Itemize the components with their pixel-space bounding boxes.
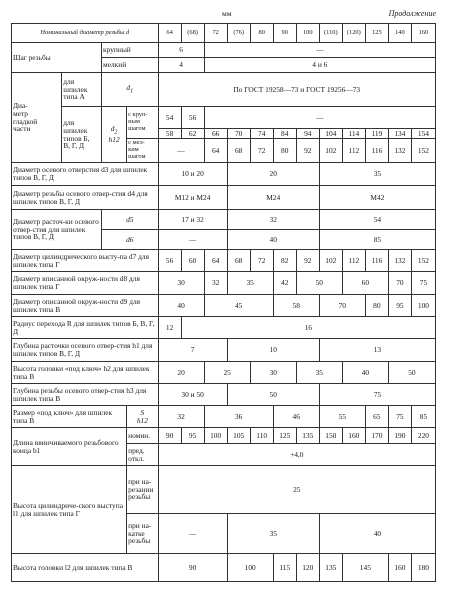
table-row <box>12 73 436 107</box>
cell: 20 <box>158 362 204 384</box>
size-col: 64 <box>158 24 181 43</box>
cell: 180 <box>411 554 435 582</box>
row-label: Глубина резьбы осевого отвер-стия h3 для шпилек типа В <box>12 384 159 406</box>
row-label: Диаметр резьбы осевого отвер-стия d4 для шпилек типов В, Г, Д <box>12 186 159 210</box>
size-col: (76) <box>227 24 250 43</box>
cell: 112 <box>342 250 365 272</box>
row-label: Диаметр расточ-ки осевого отвер-стия для шпилек типов В, Г, Д <box>12 210 102 250</box>
row-label: Длина ввинчиваемого резьбового конца b1 <box>12 428 127 466</box>
table-row <box>12 554 436 582</box>
cell: 102 <box>319 139 342 163</box>
cell: 85 <box>411 406 435 428</box>
table-row <box>12 107 436 129</box>
cell: 62 <box>181 129 204 139</box>
cell: 4 <box>158 58 204 73</box>
cell: 92 <box>296 250 319 272</box>
table-row <box>12 250 436 272</box>
cell: 160 <box>388 554 411 582</box>
cell: 75 <box>411 272 435 295</box>
cell: По ГОСТ 19258—73 и ГОСТ 19256—73 <box>158 73 435 107</box>
row-label: Размер «под ключ» для шпилек типа В <box>12 406 127 428</box>
cell: 32 <box>227 210 319 230</box>
cell: 65 <box>365 406 388 428</box>
cell: 32 <box>204 272 227 295</box>
cell: 154 <box>411 129 435 139</box>
cell: 220 <box>411 428 435 444</box>
cell: — <box>158 139 204 163</box>
table-row <box>12 384 436 406</box>
table-row <box>12 186 436 210</box>
cell: 135 <box>296 428 319 444</box>
cell: 90 <box>158 554 227 582</box>
cell: — <box>204 43 435 58</box>
sub-label: для шпилек типа А <box>62 73 102 107</box>
row-label: Радиус перехода R для шпилек типов Б, В, Г, Д <box>12 317 159 339</box>
sub-label: с мел- ким шагом <box>127 139 158 163</box>
cell: М42 <box>319 186 435 210</box>
table-header-row <box>12 24 436 43</box>
cell: 100 <box>227 554 273 582</box>
cell: 58 <box>158 129 181 139</box>
cell: 72 <box>250 139 273 163</box>
cell: 135 <box>319 554 342 582</box>
cell: 80 <box>273 139 296 163</box>
sub-label: при на- резании резьбы <box>127 466 158 514</box>
cell: 95 <box>388 295 411 317</box>
sub-label: с круп- ным шагом <box>127 107 158 139</box>
cell: 55 <box>319 406 365 428</box>
cell: 75 <box>319 384 435 406</box>
page-header <box>0 0 450 18</box>
cell: 74 <box>250 129 273 139</box>
cell: 84 <box>273 129 296 139</box>
cell: 70 <box>319 295 365 317</box>
row-label: Диаметр вписанной окруж-ности d8 для шпилек типа Г <box>12 272 159 295</box>
cell: 7 <box>158 339 227 362</box>
cell: 152 <box>411 139 435 163</box>
cell: 110 <box>250 428 273 444</box>
cell: 42 <box>273 272 296 295</box>
cell: 70 <box>388 272 411 295</box>
sub-label: для шпилек типов Б, В, Г, Д <box>62 107 102 163</box>
cell: 40 <box>158 295 204 317</box>
cell: 134 <box>388 129 411 139</box>
unit-label: мм <box>222 9 232 18</box>
row-label: Диа- метр гладкой части <box>12 73 62 163</box>
cell: 56 <box>181 107 204 129</box>
cell: 16 <box>181 317 435 339</box>
size-col: 160 <box>411 24 435 43</box>
size-col: (68) <box>181 24 204 43</box>
cell: 125 <box>273 428 296 444</box>
cell: 64 <box>204 139 227 163</box>
cell: 35 <box>227 272 273 295</box>
cell: 17 и 32 <box>158 210 227 230</box>
cell: 60 <box>342 272 388 295</box>
cell: 132 <box>388 250 411 272</box>
cell: 20 <box>227 163 319 186</box>
cell: 114 <box>342 129 365 139</box>
cell: 25 <box>204 362 250 384</box>
size-col: (120) <box>342 24 365 43</box>
cell: 82 <box>273 250 296 272</box>
cell: 75 <box>388 406 411 428</box>
cell: 72 <box>250 250 273 272</box>
cell: 30 <box>158 272 204 295</box>
cell: 85 <box>319 230 435 250</box>
cell: 132 <box>388 139 411 163</box>
table-row <box>12 163 436 186</box>
cell: 68 <box>227 250 250 272</box>
cell: 170 <box>365 428 388 444</box>
row-label: Шаг резьбы <box>12 43 102 73</box>
size-col: 90 <box>273 24 296 43</box>
cell: 120 <box>296 554 319 582</box>
stud-dimensions-table <box>11 23 436 582</box>
row-label: Глубина расточки осевого отвер-стия h1 для шпилек типов В, Г, Д <box>12 339 159 362</box>
cell: — <box>204 107 435 129</box>
cell: 35 <box>227 514 319 554</box>
cell: 70 <box>227 129 250 139</box>
cell: 50 <box>227 384 319 406</box>
symbol: $d_1$ <box>102 73 159 107</box>
table-row <box>12 210 436 230</box>
cell: 58 <box>273 295 319 317</box>
cell: 145 <box>342 554 388 582</box>
row-label: Диаметр осевого отверстия d3 для шпилек типов В, Г, Д <box>12 163 159 186</box>
row-label: Высота цилиндриче-ского выступа l1 для шпилек типа Г <box>12 466 127 554</box>
cell: 105 <box>227 428 250 444</box>
cell: 66 <box>204 129 227 139</box>
cell: +4,0 <box>158 444 435 466</box>
cell: 40 <box>227 230 319 250</box>
continued-label: Продолжение <box>388 9 436 18</box>
cell: 150 <box>319 428 342 444</box>
cell: 60 <box>181 250 204 272</box>
sub-label: при на- катке резьбы <box>127 514 158 554</box>
cell: 10 и 20 <box>158 163 227 186</box>
row-label: Высота головки l2 для шпилек типа В <box>12 554 159 582</box>
cell: 64 <box>204 250 227 272</box>
cell: 152 <box>411 250 435 272</box>
symbol: d5 <box>102 210 159 230</box>
row-label: Диаметр цилиндрического высту-па d7 для шпилек типа Г <box>12 250 159 272</box>
table-row <box>12 406 436 428</box>
cell: 13 <box>319 339 435 362</box>
cell: 68 <box>227 139 250 163</box>
cell: 10 <box>227 339 319 362</box>
cell: 100 <box>204 428 227 444</box>
cell: 25 <box>158 466 435 514</box>
cell: 100 <box>411 295 435 317</box>
cell: 46 <box>273 406 319 428</box>
cell: М24 <box>227 186 319 210</box>
cell: 102 <box>319 250 342 272</box>
cell: 4 и 6 <box>204 58 435 73</box>
table-row <box>12 339 436 362</box>
cell: 112 <box>342 139 365 163</box>
header-label: Номинальный диаметр резьбы d <box>12 24 159 43</box>
cell: 40 <box>319 514 435 554</box>
cell: 190 <box>388 428 411 444</box>
cell: 95 <box>181 428 204 444</box>
cell: 36 <box>204 406 273 428</box>
cell: 12 <box>158 317 181 339</box>
cell: 115 <box>273 554 296 582</box>
table-row <box>12 295 436 317</box>
cell: М12 и М24 <box>158 186 227 210</box>
cell: — <box>158 514 227 554</box>
table-row <box>12 43 436 58</box>
cell: 160 <box>342 428 365 444</box>
cell: 32 <box>158 406 204 428</box>
cell: 104 <box>319 129 342 139</box>
cell: 54 <box>158 107 181 129</box>
sub-label: крупный <box>102 43 159 58</box>
cell: 116 <box>365 250 388 272</box>
cell: 119 <box>365 129 388 139</box>
size-col: 140 <box>388 24 411 43</box>
row-label: Диаметр описанной окруж-ности d9 для шпилек типа В <box>12 295 159 317</box>
table-row <box>12 428 436 444</box>
cell: 90 <box>158 428 181 444</box>
cell: 30 и 50 <box>158 384 227 406</box>
table-row <box>12 466 436 514</box>
size-col: 80 <box>250 24 273 43</box>
cell: 35 <box>319 163 435 186</box>
cell: 80 <box>365 295 388 317</box>
cell: 30 <box>250 362 296 384</box>
cell: 6 <box>158 43 204 58</box>
cell: 116 <box>365 139 388 163</box>
sub-label: мелкий <box>102 58 159 73</box>
cell: 54 <box>319 210 435 230</box>
symbol: S h12 <box>127 406 158 428</box>
cell: 40 <box>342 362 388 384</box>
cell: 45 <box>204 295 273 317</box>
table-row <box>12 362 436 384</box>
cell: 50 <box>388 362 435 384</box>
sub-label: пред. откл. <box>127 444 158 466</box>
size-col: 100 <box>296 24 319 43</box>
symbol: $d_2$ h12 <box>102 107 127 163</box>
cell: 56 <box>158 250 181 272</box>
cell: 50 <box>296 272 342 295</box>
size-col: 125 <box>365 24 388 43</box>
sub-label: номин. <box>127 428 158 444</box>
table-row <box>12 272 436 295</box>
row-label: Высота головки «под ключ» h2 для шпилек типа В <box>12 362 159 384</box>
cell: 94 <box>296 129 319 139</box>
size-col: (110) <box>319 24 342 43</box>
cell: 92 <box>296 139 319 163</box>
cell: 35 <box>296 362 342 384</box>
table-row <box>12 317 436 339</box>
cell: — <box>158 230 227 250</box>
symbol: d6 <box>102 230 159 250</box>
size-col: 72 <box>204 24 227 43</box>
